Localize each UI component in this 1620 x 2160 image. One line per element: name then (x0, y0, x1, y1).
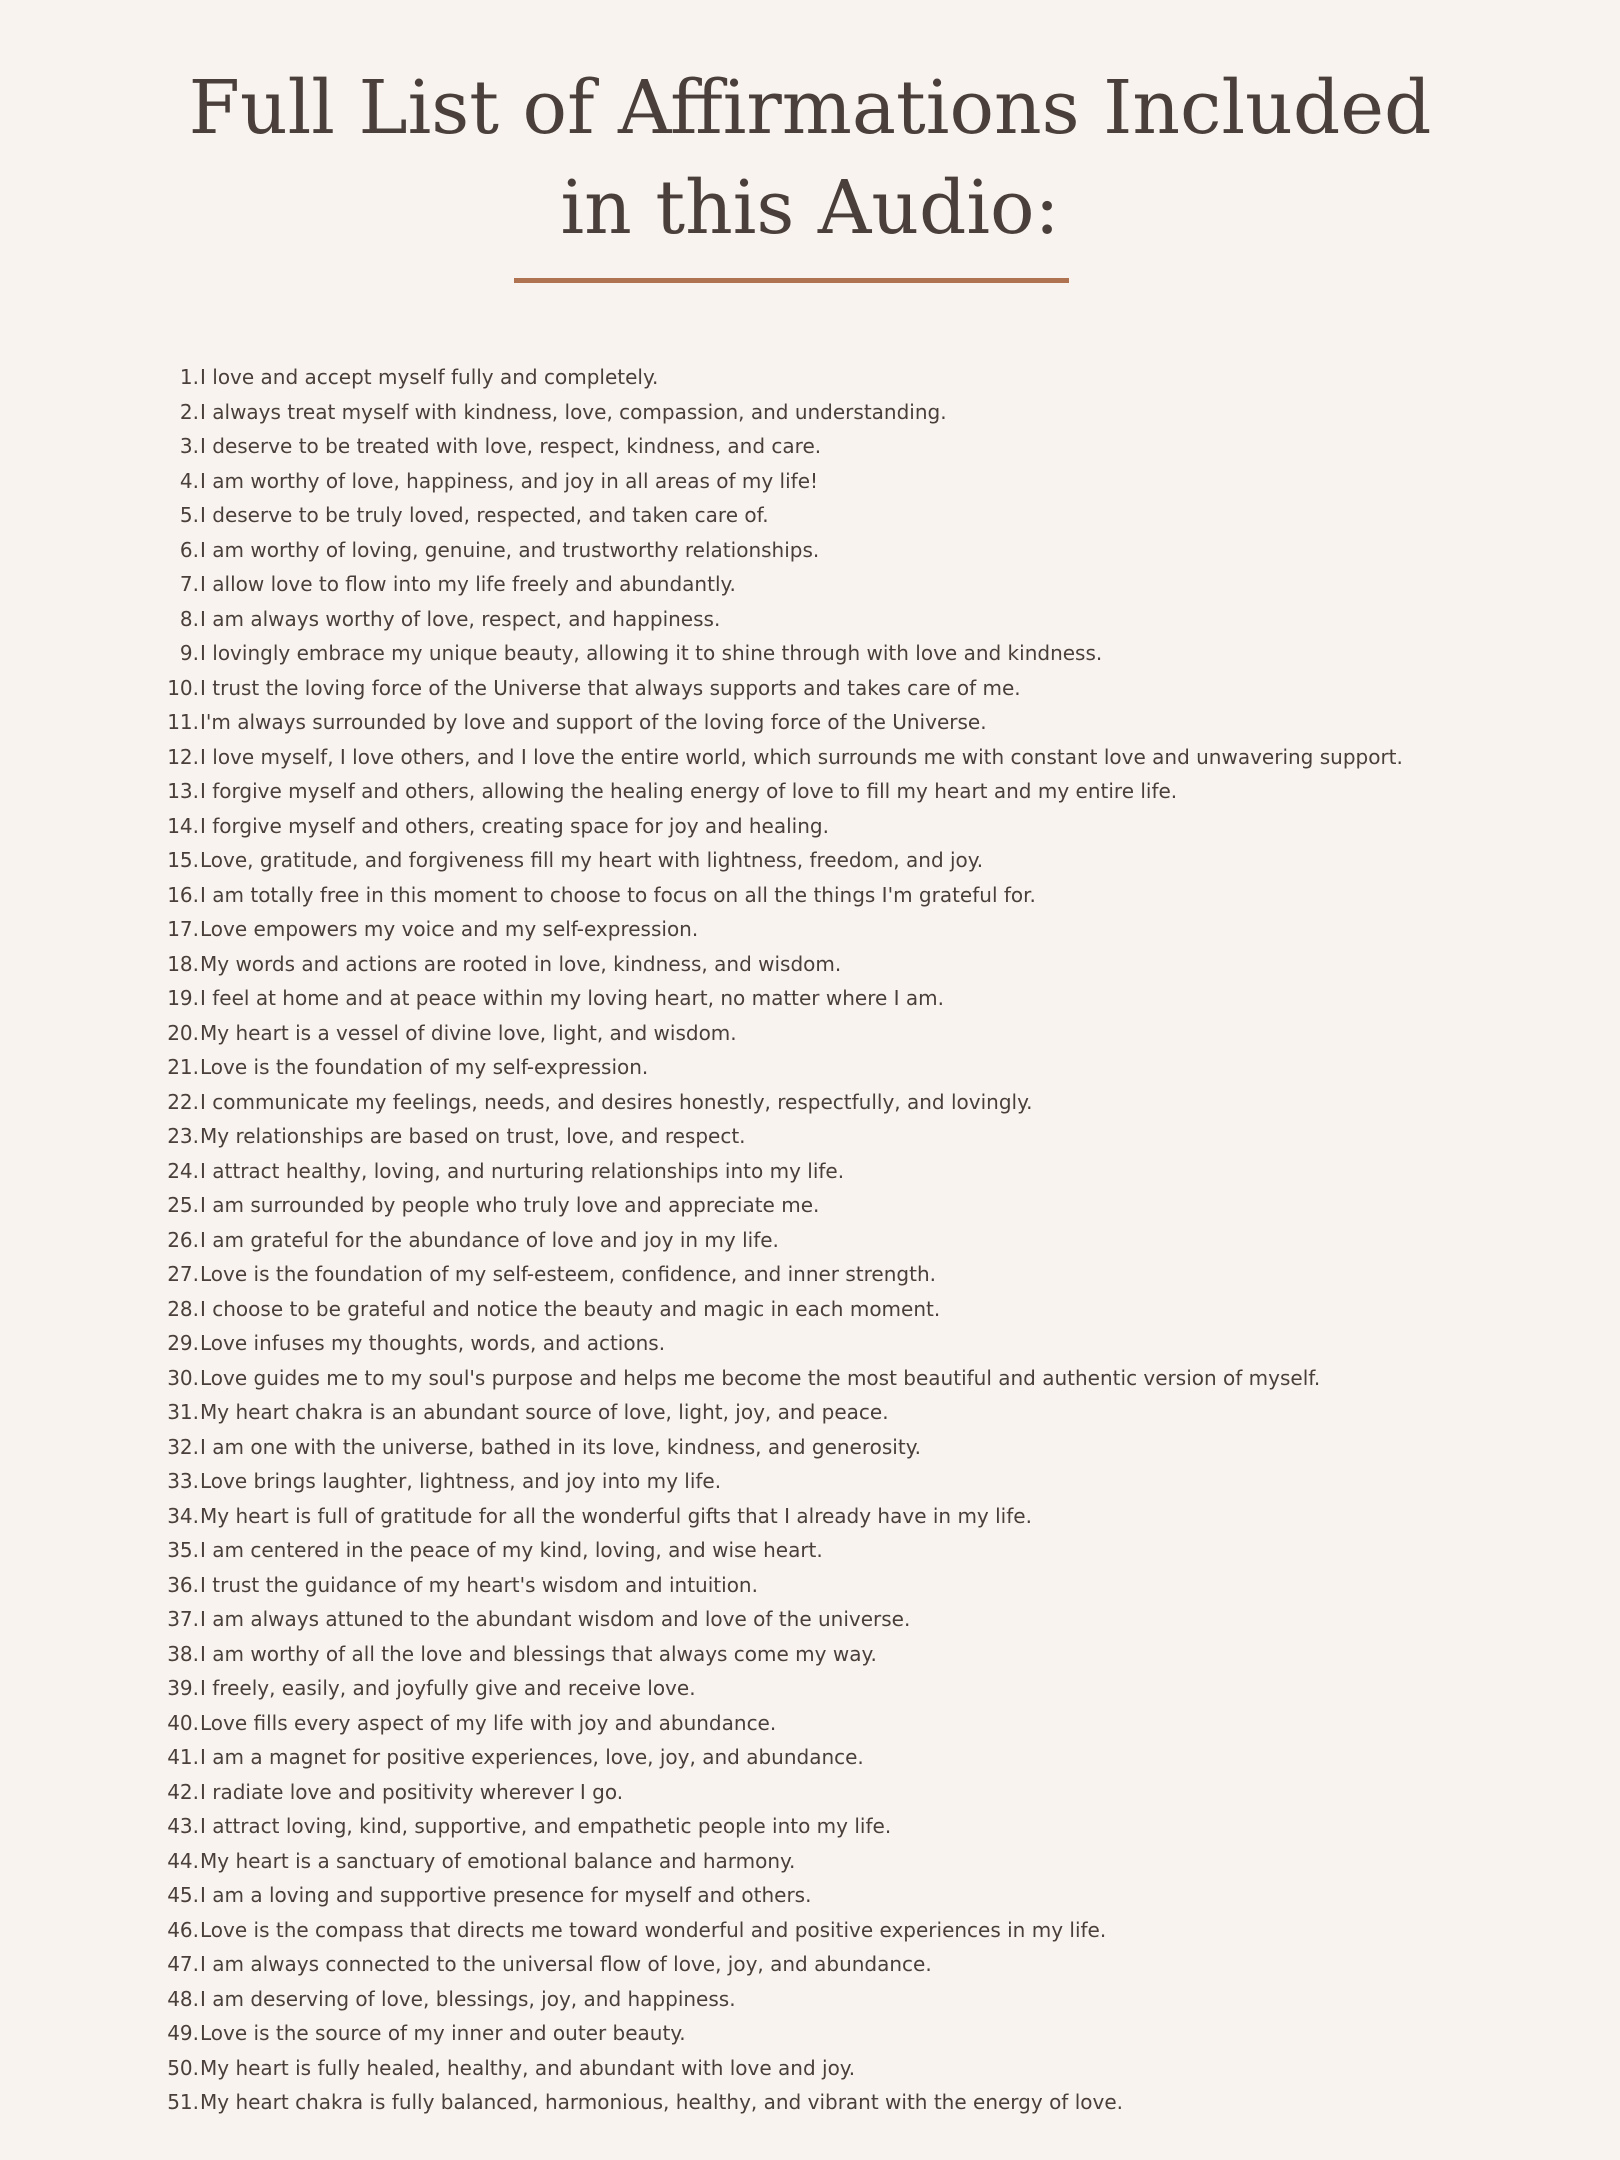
list-item-number: 22. (167, 1089, 199, 1114)
list-item-number: 27. (167, 1262, 199, 1286)
list-item (0, 981, 1620, 1016)
list-item (0, 912, 1620, 947)
list-item-text: I am centered in the peace of my kind, loving, and wise heart. (200, 1538, 823, 1562)
list-item-number: 32. (167, 1434, 199, 1459)
list-item-text: My relationships are based on trust, love, and respect. (200, 1124, 746, 1148)
list-item (0, 533, 1620, 568)
list-item (0, 1499, 1620, 1534)
list-item (0, 636, 1620, 671)
list-item-number: 45. (167, 1883, 199, 1907)
list-item-text: I am a magnet for positive experiences, love, joy, and abundance. (200, 1745, 864, 1769)
list-item-number: 41. (167, 1745, 199, 1769)
list-item-text: I always treat myself with kindness, love, compassion, and understanding. (200, 399, 947, 424)
list-item-number: 46. (167, 1917, 199, 1942)
list-item-text: I'm always surrounded by love and support of the loving force of the Universe. (200, 710, 987, 734)
list-item-text: Love is the source of my inner and outer beauty. (200, 2021, 686, 2045)
list-item-text: I attract loving, kind, supportive, and empathetic people into my life. (200, 1814, 892, 1838)
list-item-text: I freely, easily, and joyfully give and receive love. (200, 1676, 696, 1700)
list-item-text: I forgive myself and others, creating space for joy and healing. (200, 813, 829, 838)
list-item-text: I allow love to flow into my life freely and abundantly. (200, 572, 736, 596)
list-item (0, 774, 1620, 809)
list-item-text: Love empowers my voice and my self-expression. (200, 917, 699, 941)
title-divider (514, 278, 1069, 283)
list-item (0, 1188, 1620, 1223)
list-item (0, 1809, 1620, 1844)
list-item-number: 11. (167, 710, 199, 734)
list-item (0, 1947, 1620, 1982)
list-item (0, 1671, 1620, 1706)
list-item (0, 2051, 1620, 2086)
list-item (0, 740, 1620, 775)
list-item-text: My heart chakra is an abundant source of love, light, joy, and peace. (200, 1400, 889, 1424)
list-item (0, 809, 1620, 844)
list-item-text: I attract healthy, loving, and nurturing relationships into my life. (200, 1158, 845, 1183)
list-item-number: 3. (179, 434, 199, 458)
list-item-number: 21. (167, 1055, 199, 1079)
list-item-number: 43. (167, 1814, 199, 1838)
page-title (0, 58, 1620, 258)
affirmation-list (0, 360, 1620, 2120)
list-item-text: I love myself, I love others, and I love the entire world, which surrounds me with constant love and unwavering support. (200, 744, 1403, 769)
list-item (0, 705, 1620, 740)
list-item (0, 878, 1620, 913)
list-item (0, 429, 1620, 464)
list-item (0, 1016, 1620, 1051)
list-item-number: 30. (167, 1365, 199, 1390)
list-item (0, 947, 1620, 982)
list-item-number: 25. (167, 1193, 199, 1217)
list-item (0, 1878, 1620, 1913)
list-item-text: Love fills every aspect of my life with joy and abundance. (200, 1710, 777, 1735)
list-item-text: I am worthy of all the love and blessings that always come my way. (200, 1641, 877, 1666)
list-item-number: 15. (167, 848, 199, 872)
list-item-text: I am always connected to the universal flow of love, joy, and abundance. (200, 1952, 932, 1976)
title-line-2: in this Audio: (560, 165, 1060, 251)
list-item-number: 39. (167, 1676, 199, 1700)
list-item-text: I am worthy of love, happiness, and joy in all areas of my life! (200, 468, 819, 493)
list-item (0, 395, 1620, 430)
list-item-number: 31. (167, 1400, 199, 1424)
list-item-number: 19. (167, 986, 199, 1010)
list-item-text: My words and actions are rooted in love, kindness, and wisdom. (200, 951, 842, 976)
list-item (0, 1602, 1620, 1637)
list-item-text: I radiate love and positivity wherever I go. (200, 1779, 624, 1804)
list-item-text: I am always worthy of love, respect, and happiness. (200, 606, 721, 631)
list-item-text: Love is the foundation of my self-expression. (200, 1055, 649, 1079)
list-item (0, 1050, 1620, 1085)
list-item-number: 24. (167, 1158, 199, 1183)
list-item (0, 1982, 1620, 2017)
list-item-text: My heart is a sanctuary of emotional balance and harmony. (200, 1848, 796, 1873)
list-item-text: I love and accept myself fully and completely. (200, 365, 659, 389)
list-item-number: 42. (167, 1779, 199, 1804)
list-item-number: 33. (167, 1469, 199, 1493)
list-item-number: 13. (167, 779, 199, 803)
list-item (0, 1430, 1620, 1465)
list-item (0, 1740, 1620, 1775)
list-item (0, 1637, 1620, 1672)
list-item-text: My heart is a vessel of divine love, light, and wisdom. (200, 1020, 737, 1045)
list-item-number: 4. (179, 468, 199, 493)
list-item-number: 6. (179, 537, 199, 562)
list-item (0, 671, 1620, 706)
list-item-text: I am grateful for the abundance of love and joy in my life. (200, 1227, 779, 1252)
list-item-text: I am worthy of loving, genuine, and trustworthy relationships. (200, 537, 820, 562)
list-item-text: My heart is fully healed, healthy, and abundant with love and joy. (200, 2055, 856, 2080)
list-item-number: 14. (167, 813, 199, 838)
list-item-text: I deserve to be truly loved, respected, and taken care of. (200, 503, 769, 527)
list-item-number: 47. (167, 1952, 199, 1976)
list-item-text: My heart is full of gratitude for all the wonderful gifts that I already have in my life. (200, 1503, 1032, 1528)
list-item (0, 1706, 1620, 1741)
list-item-text: Love is the foundation of my self-esteem, confidence, and inner strength. (200, 1262, 936, 1286)
list-item-number: 17. (167, 917, 199, 941)
list-item-number: 8. (179, 606, 199, 631)
list-item (0, 602, 1620, 637)
list-item-number: 40. (167, 1710, 199, 1735)
list-item (0, 1775, 1620, 1810)
list-item-text: Love guides me to my soul's purpose and helps me become the most beautiful and authentic version of myself. (200, 1365, 1321, 1390)
list-item (0, 1326, 1620, 1361)
list-item-text: I forgive myself and others, allowing the healing energy of love to fill my heart and my entire life. (200, 779, 1178, 803)
list-item-text: My heart chakra is fully balanced, harmonious, healthy, and vibrant with the energy of love. (200, 2090, 1123, 2114)
list-item (0, 1154, 1620, 1189)
list-item-text: I choose to be grateful and notice the beauty and magic in each moment. (200, 1296, 941, 1321)
list-item-number: 49. (167, 2021, 199, 2045)
list-item-number: 7. (179, 572, 199, 596)
list-item-text: I am surrounded by people who truly love and appreciate me. (200, 1193, 820, 1217)
list-item (0, 567, 1620, 602)
list-item-number: 18. (167, 951, 199, 976)
list-item-text: I am a loving and supportive presence for myself and others. (200, 1883, 812, 1907)
list-item-number: 34. (167, 1503, 199, 1528)
list-item (0, 360, 1620, 395)
list-item-text: I am deserving of love, blessings, joy, and happiness. (200, 1986, 736, 2011)
list-item-text: Love is the compass that directs me toward wonderful and positive experiences in my life. (200, 1917, 1107, 1942)
list-item (0, 2016, 1620, 2051)
list-item-number: 20. (167, 1020, 199, 1045)
list-item (0, 1361, 1620, 1396)
list-item-number: 9. (179, 641, 199, 665)
list-item (0, 1464, 1620, 1499)
list-item (0, 1085, 1620, 1120)
list-item-text: I feel at home and at peace within my loving heart, no matter where I am. (200, 986, 945, 1010)
list-item-number: 36. (167, 1572, 199, 1597)
list-item (0, 1844, 1620, 1879)
list-item (0, 1119, 1620, 1154)
list-item-number: 44. (167, 1848, 199, 1873)
list-item-number: 26. (167, 1227, 199, 1252)
title-line-1: Full List of Affirmations Included (188, 65, 1432, 151)
list-item (0, 1568, 1620, 1603)
list-item-text: I trust the loving force of the Universe that always supports and takes care of me. (200, 675, 1021, 700)
list-item (0, 1533, 1620, 1568)
list-item-number: 28. (167, 1296, 199, 1321)
list-item-number: 2. (179, 399, 199, 424)
list-item (0, 1395, 1620, 1430)
list-item (0, 1223, 1620, 1258)
list-item (0, 464, 1620, 499)
list-item (0, 1257, 1620, 1292)
list-item-text: Love infuses my thoughts, words, and actions. (200, 1331, 666, 1355)
list-item-number: 29. (167, 1331, 199, 1355)
list-item-number: 23. (167, 1124, 199, 1148)
list-item-text: I am one with the universe, bathed in its love, kindness, and generosity. (200, 1434, 922, 1459)
list-item-number: 37. (167, 1607, 199, 1631)
list-item-number: 1. (179, 365, 199, 389)
list-item-text: I communicate my feelings, needs, and desires honestly, respectfully, and lovingly. (200, 1089, 1033, 1114)
list-item-text: Love, gratitude, and forgiveness fill my heart with lightness, freedom, and joy. (200, 848, 984, 872)
list-item (0, 1292, 1620, 1327)
list-item-text: I am always attuned to the abundant wisdom and love of the universe. (200, 1607, 911, 1631)
list-item-number: 12. (167, 744, 199, 769)
list-item-text: Love brings laughter, lightness, and joy into my life. (200, 1469, 722, 1493)
list-item-number: 16. (167, 882, 199, 907)
list-item-number: 5. (179, 503, 199, 527)
list-item-number: 50. (167, 2055, 199, 2080)
list-item-text: I lovingly embrace my unique beauty, allowing it to shine through with love and kindness. (200, 641, 1103, 665)
list-item-text: I deserve to be treated with love, respect, kindness, and care. (200, 434, 822, 458)
list-item-number: 51. (167, 2090, 199, 2114)
list-item (0, 1913, 1620, 1948)
list-item (0, 2085, 1620, 2120)
list-item-number: 38. (167, 1641, 199, 1666)
list-item-number: 35. (167, 1538, 199, 1562)
list-item (0, 498, 1620, 533)
list-item-number: 10. (167, 675, 199, 700)
list-item-text: I am totally free in this moment to choose to focus on all the things I'm grateful for. (200, 882, 1036, 907)
list-item-number: 48. (167, 1986, 199, 2011)
list-item (0, 843, 1620, 878)
list-item-text: I trust the guidance of my heart's wisdom and intuition. (200, 1572, 758, 1597)
